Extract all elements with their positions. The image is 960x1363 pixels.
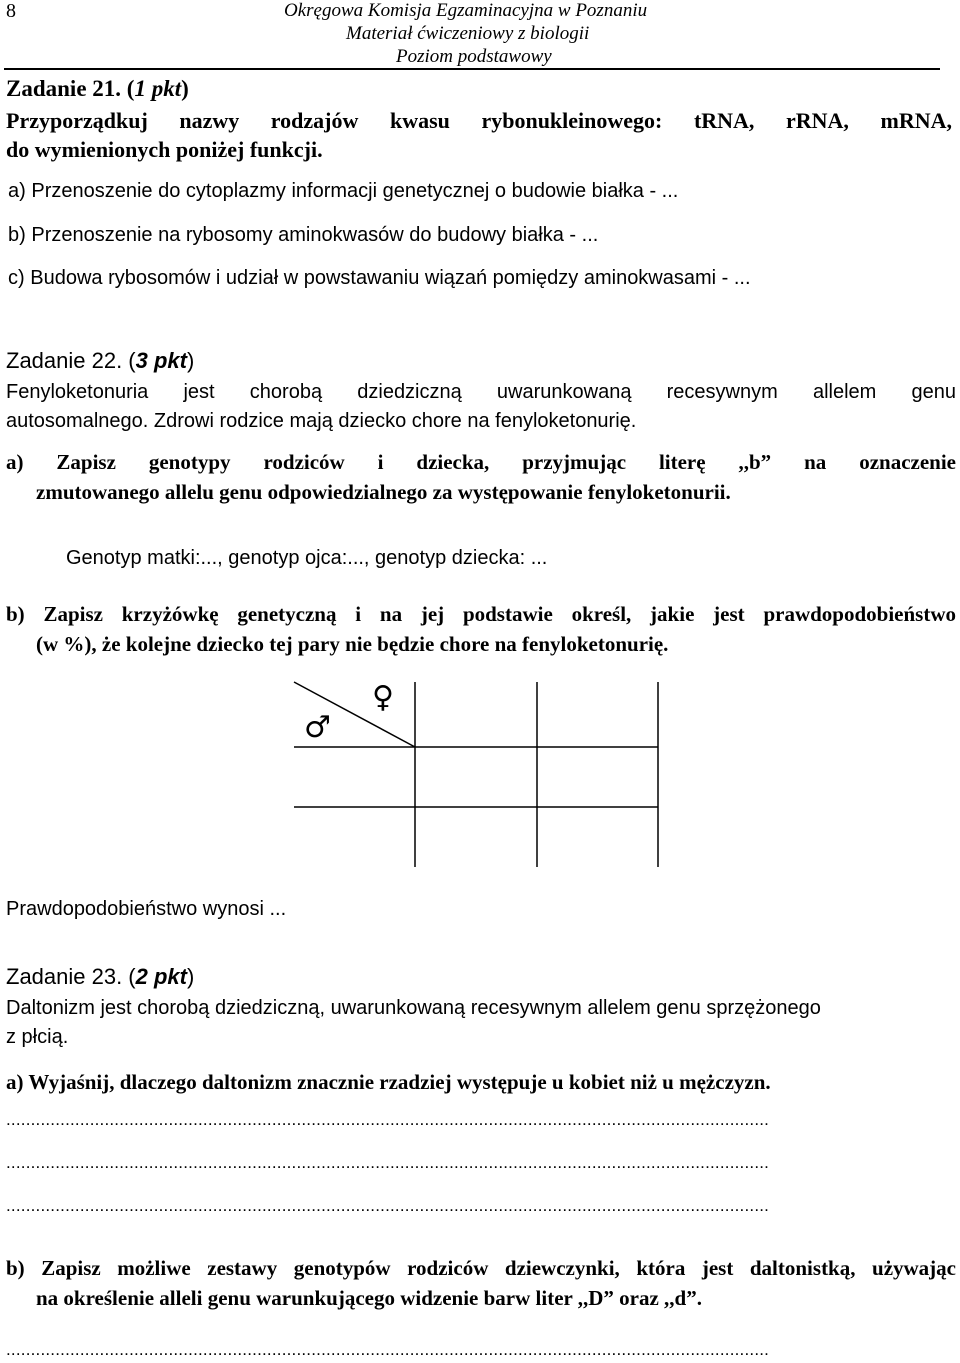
task23-points: 2 pkt (135, 964, 187, 989)
task22-part-b-2: (w %), że kolejne dziecko tej pary nie będzie chore na fenyloketonurię. (36, 632, 669, 656)
answer-line-2[interactable]: ........................................................................................................................................................... (6, 1153, 770, 1172)
task22-points: 3 pkt (135, 348, 187, 373)
header-rule (4, 68, 940, 70)
task21-item-b: b) Przenoszenie na rybosomy aminokwasów do budowy białka - ... (8, 224, 599, 246)
task23-title: Zadanie 23. (2 pkt) (6, 964, 195, 989)
task23-part-b-2: na określenie alleli genu warunkującego widzenie barw liter ,,D” oraz ,,d”. (36, 1286, 702, 1310)
punnett-square (292, 680, 672, 870)
task22-part-a-2: zmutowanego allelu genu odpowiedzialnego za występowanie fenyloketonurii. (36, 480, 731, 504)
task21-title: Zadanie 21. (1 pkt) (6, 76, 189, 101)
female-symbol-icon: ♀ (372, 680, 394, 715)
answer-line-1[interactable]: ........................................................................................................................................................... (6, 1110, 770, 1129)
task21-item-a: a) Przenoszenie do cytoplazmy informacji genetycznej o budowie białka - ... (8, 180, 679, 202)
task22-intro-2: autosomalnego. Zdrowi rodzice mają dziecko chore na fenyloketonurię. (6, 410, 637, 432)
task21-points: 1 pkt (134, 76, 182, 101)
header-institution: Okręgowa Komisja Egzaminacyjna w Poznaniu (284, 0, 648, 21)
task22-part-a-1: a) Zapisz genotypy rodziców i dziecka, przyjmując literę ,,b” na oznaczenie (6, 450, 956, 474)
male-symbol-icon: ♂ (304, 710, 331, 745)
task23-intro-1: Daltonizm jest chorobą dziedziczną, uwarunkowaną recesywnym allelem genu sprzężonego (6, 997, 821, 1019)
task21-instruction-2: do wymienionych poniżej funkcji. (6, 137, 323, 162)
task23-part-b-1: b) Zapisz możliwe zestawy genotypów rodziców dziewczynki, która jest daltonistką, używając (6, 1256, 956, 1280)
answer-line-4[interactable]: ........................................................................................................................................................... (6, 1340, 770, 1359)
task21-instruction-1: Przyporządkuj nazwy rodzajów kwasu rybonukleinowego: tRNA, rRNA, mRNA, (6, 108, 952, 133)
task22-title: Zadanie 22. (3 pkt) (6, 348, 195, 373)
task21-item-c: c) Budowa rybosomów i udział w powstawaniu wiązań pomiędzy aminokwasami - ... (8, 267, 751, 289)
task22-intro-1: Fenyloketonuria jest chorobą dziedziczną uwarunkowaną recesywnym allelem genu (6, 381, 956, 403)
task23-part-a: a) Wyjaśnij, dlaczego daltonizm znacznie rzadziej występuje u kobiet niż u mężczyzn. (6, 1070, 771, 1094)
task22-genotype-line: Genotyp matki:..., genotyp ojca:..., genotyp dziecka: ... (66, 547, 548, 569)
page-number: 8 (6, 0, 16, 22)
task22-part-b-1: b) Zapisz krzyżówkę genetyczną i na jej podstawie określ, jakie jest prawdopodobieństwo (6, 602, 956, 626)
task23-intro-2: z płcią. (6, 1026, 69, 1048)
answer-line-3[interactable]: ........................................................................................................................................................... (6, 1196, 770, 1215)
header-material: Materiał ćwiczeniowy z biologii (346, 23, 590, 44)
header-level: Poziom podstawowy (396, 46, 552, 67)
task22-probability: Prawdopodobieństwo wynosi ... (6, 898, 287, 920)
